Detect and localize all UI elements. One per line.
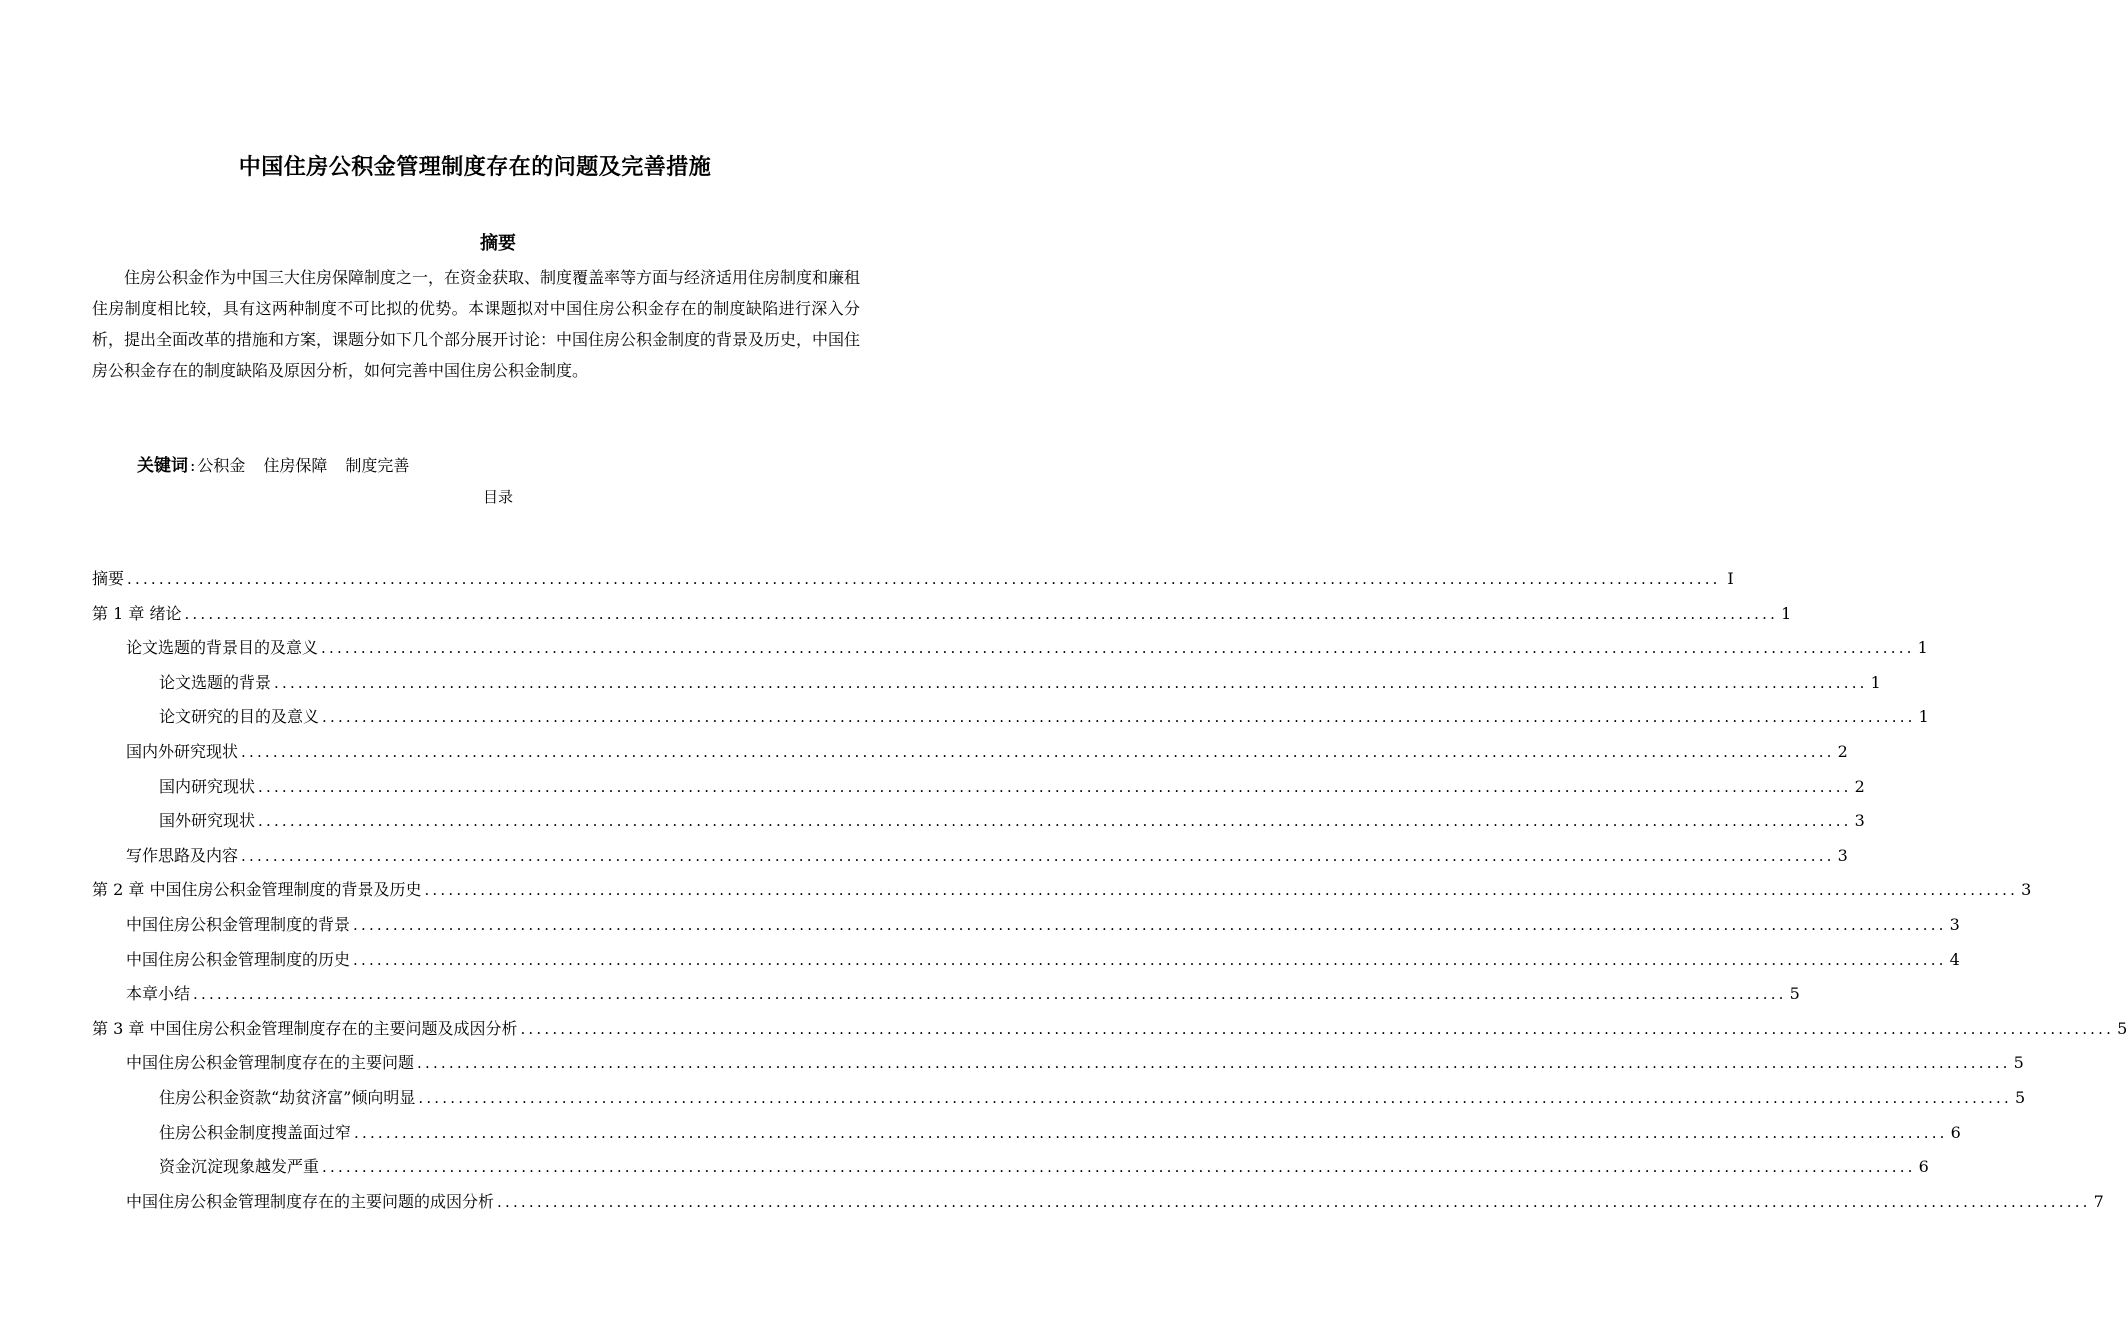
- toc-entry[interactable]: [92, 774, 1865, 809]
- toc-entry-page: 3: [1854, 811, 1865, 831]
- toc-entry-page: 4: [1949, 949, 1960, 969]
- toc-heading: 目录: [482, 488, 513, 506]
- table-of-contents: [92, 566, 2127, 1223]
- toc-entry-page: 6: [1918, 1157, 1929, 1177]
- toc-entry[interactable]: [92, 843, 1848, 878]
- toc-entry-label: 本章小结: [126, 984, 191, 1004]
- toc-entry-page: 2: [1854, 776, 1865, 796]
- toc-entry[interactable]: [92, 947, 1960, 982]
- toc-entry[interactable]: [92, 739, 1848, 774]
- keyword-item: 住房保障: [263, 456, 328, 475]
- toc-entry-label: 写作思路及内容: [126, 845, 239, 865]
- toc-entry[interactable]: [92, 912, 1960, 947]
- toc-entry-label: 中国住房公积金管理制度存在的主要问题: [126, 1053, 415, 1073]
- toc-leader-dots: ........................................................................................................................................................................................................: [353, 950, 1947, 969]
- toc-entry-label: 国内研究现状: [159, 776, 256, 796]
- toc-leader-dots: ........................................................................................................................................................................................................: [241, 846, 1835, 865]
- toc-entry-page: 1: [1781, 603, 1792, 623]
- toc-leader-dots: ........................................................................................................................................................................................................: [322, 708, 1916, 727]
- keywords-line: [137, 451, 427, 476]
- toc-entry-page: 3: [1949, 914, 1960, 934]
- toc-leader-dots: ........................................................................................................................................................................................................: [497, 1192, 2091, 1211]
- toc-entry-page: 1: [1917, 638, 1928, 658]
- toc-entry-page: 5: [2013, 1053, 2024, 1073]
- toc-leader-dots: ........................................................................................................................................................................................................: [354, 1123, 1948, 1142]
- toc-entry[interactable]: [92, 601, 1792, 636]
- toc-entry-label: 国外研究现状: [159, 811, 256, 831]
- toc-entry-page: 1: [1918, 707, 1929, 727]
- toc-entry-label: 论文选题的背景: [159, 672, 272, 692]
- toc-entry[interactable]: [92, 808, 1865, 843]
- toc-entry-label: 中国住房公积金管理制度存在的主要问题的成因分析: [126, 1191, 495, 1211]
- toc-entry-label: 中国住房公积金管理制度的历史: [126, 949, 351, 969]
- toc-entry-page: 7: [2093, 1191, 2104, 1211]
- toc-entry-label: 论文研究的目的及意义: [159, 707, 320, 727]
- toc-leader-dots: ........................................................................................................................................................................................................: [241, 742, 1835, 761]
- toc-entry-label: 第 2 章 中国住房公积金管理制度的背景及历史: [92, 880, 422, 900]
- toc-entry-page: 2: [1837, 741, 1848, 761]
- toc-leader-dots: ........................................................................................................................................................................................................: [424, 881, 2019, 900]
- toc-leader-dots: ........................................................................................................................................................................................................: [184, 604, 1779, 623]
- toc-entry-page: 6: [1950, 1122, 1961, 1142]
- keywords-separator: :: [190, 456, 196, 475]
- toc-entry-page: 3: [1837, 845, 1848, 865]
- toc-leader-dots: ........................................................................................................................................................................................................: [127, 570, 1721, 588]
- toc-entry-label: 摘要: [92, 569, 125, 588]
- toc-entry-label: 住房公积金制度搜盖面过窄: [159, 1122, 352, 1142]
- document-title: 中国住房公积金管理制度存在的问题及完善措施: [238, 155, 712, 180]
- abstract-heading: 摘要: [480, 233, 516, 254]
- toc-leader-dots: ........................................................................................................................................................................................................: [258, 812, 1852, 831]
- keywords-label: 关键词: [137, 456, 188, 476]
- toc-entry-label: 住房公积金资款“劫贫济富”倾向明显: [159, 1087, 416, 1107]
- toc-entry[interactable]: [92, 704, 1929, 739]
- toc-entry-label: 第 1 章 绪论: [92, 603, 182, 623]
- toc-entry[interactable]: [92, 670, 1881, 705]
- toc-leader-dots: ........................................................................................................................................................................................................: [258, 777, 1852, 796]
- toc-entry[interactable]: [92, 635, 1928, 670]
- toc-leader-dots: ........................................................................................................................................................................................................: [417, 1054, 2011, 1073]
- toc-leader-dots: ........................................................................................................................................................................................................: [520, 1019, 2115, 1038]
- abstract-body: 住房公积金作为中国三大住房保障制度之一，在资金获取、制度覆盖率等方面与经济适用住房制度和廉租住房制度相比较，具有这两种制度不可比拟的优势。本课题拟对中国住房公积金存在的制度缺陷进行深入分析，提出全面改革的措施和方案，课题分如下几个部分展开讨论：中国住房公积金制度的背景及历史，中国住房公积金存在的制度缺陷及原因分析，如何完善中国住房公积金制度。: [92, 268, 861, 380]
- toc-entry-label: 中国住房公积金管理制度的背景: [126, 914, 351, 934]
- toc-entry[interactable]: [92, 877, 2032, 912]
- toc-entry[interactable]: [92, 1050, 2024, 1085]
- toc-entry-page: 5: [2117, 1018, 2127, 1038]
- toc-entry-label: 资金沉淀现象越发严重: [159, 1157, 320, 1177]
- toc-entry[interactable]: [92, 1120, 1961, 1155]
- toc-entry[interactable]: [92, 1154, 1929, 1189]
- toc-entry-page: I: [1727, 569, 1734, 588]
- toc-entry-page: 3: [2021, 880, 2032, 900]
- toc-leader-dots: ........................................................................................................................................................................................................: [353, 915, 1947, 934]
- toc-leader-dots: ........................................................................................................................................................................................................: [321, 639, 1915, 658]
- toc-leader-dots: ........................................................................................................................................................................................................: [193, 985, 1787, 1004]
- toc-entry-page: 5: [1789, 984, 1800, 1004]
- toc-entry-label: 国内外研究现状: [126, 741, 239, 761]
- keyword-item: 公积金: [197, 456, 246, 475]
- toc-entry-label: 第 3 章 中国住房公积金管理制度存在的主要问题及成因分析: [92, 1018, 518, 1038]
- toc-entry[interactable]: [92, 1085, 2026, 1120]
- toc-leader-dots: ........................................................................................................................................................................................................: [418, 1088, 2012, 1107]
- toc-entry-page: 1: [1870, 672, 1881, 692]
- keyword-item: 制度完善: [345, 456, 410, 475]
- toc-entry[interactable]: [92, 1016, 2127, 1051]
- toc-entry[interactable]: [92, 1189, 2104, 1224]
- toc-entry[interactable]: [92, 981, 1800, 1016]
- toc-leader-dots: ........................................................................................................................................................................................................: [322, 1158, 1916, 1177]
- toc-leader-dots: ........................................................................................................................................................................................................: [274, 673, 1868, 692]
- toc-entry-label: 论文选题的背景目的及意义: [126, 638, 319, 658]
- toc-entry[interactable]: [92, 566, 1734, 601]
- toc-entry-page: 5: [2015, 1087, 2026, 1107]
